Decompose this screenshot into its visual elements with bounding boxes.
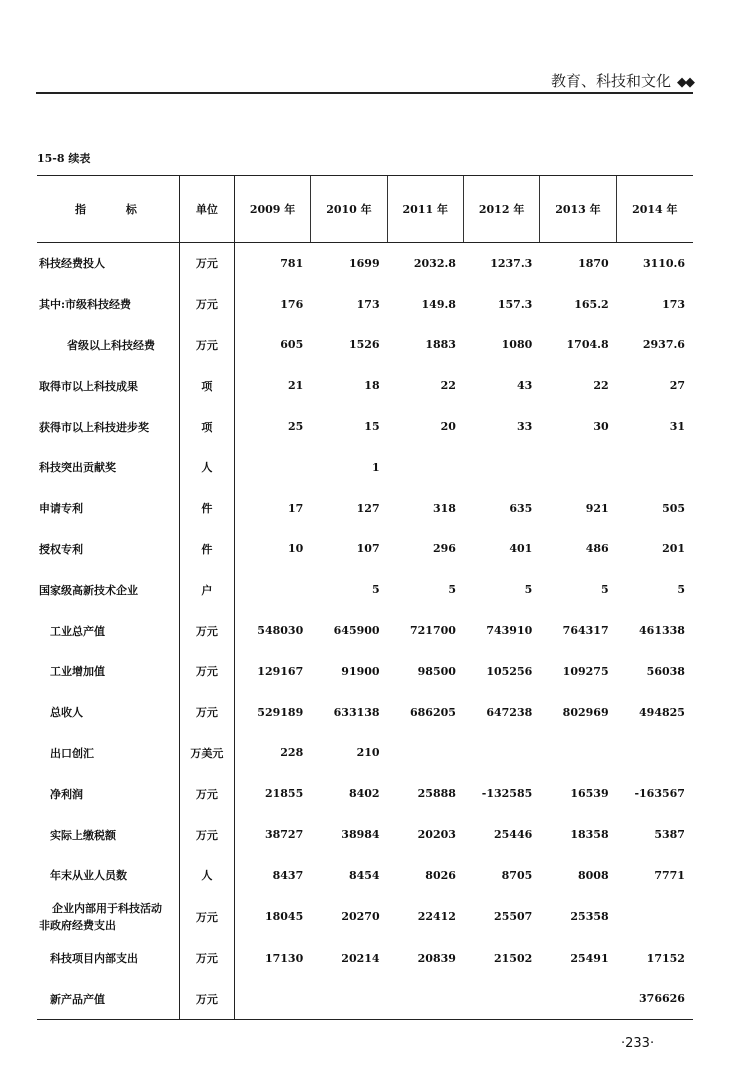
table-row bbox=[37, 325, 693, 366]
row-value: 1 bbox=[371, 460, 380, 474]
row-value: 22412 bbox=[417, 910, 456, 924]
table-row bbox=[37, 488, 693, 529]
row-value: 27 bbox=[669, 379, 686, 393]
row-value: 21502 bbox=[493, 951, 533, 965]
row-value: 107 bbox=[356, 542, 380, 556]
row-unit: 件 bbox=[179, 488, 235, 529]
row-value: 20270 bbox=[341, 910, 380, 924]
row-indicator: 科技项目内部支出 bbox=[50, 952, 138, 966]
table-header-row bbox=[37, 176, 693, 243]
row-indicator: 年末从业人员数 bbox=[50, 869, 127, 883]
row-unit: 万元 bbox=[179, 284, 235, 325]
row-value: 56038 bbox=[646, 664, 685, 678]
table-body bbox=[37, 243, 693, 1019]
row-value: -163567 bbox=[634, 787, 685, 801]
row-value bbox=[540, 979, 616, 1020]
row-unit: 万美元 bbox=[179, 733, 235, 774]
row-value: 3110.6 bbox=[642, 256, 686, 270]
row-value: 18358 bbox=[570, 828, 609, 842]
table-row bbox=[37, 896, 693, 938]
row-unit: 项 bbox=[179, 406, 235, 447]
row-indicator: 工业增加值 bbox=[50, 665, 105, 679]
row-value: 127 bbox=[356, 501, 380, 515]
row-value: 25358 bbox=[570, 910, 609, 924]
table-row bbox=[37, 651, 693, 692]
row-value bbox=[311, 979, 387, 1020]
row-value: 20 bbox=[440, 420, 456, 434]
row-indicator: 获得市以上科技进步奖 bbox=[39, 420, 149, 434]
row-value: 296 bbox=[433, 542, 456, 556]
row-indicator: 工业总产值 bbox=[50, 624, 105, 638]
row-value: 201 bbox=[662, 542, 686, 556]
row-unit: 件 bbox=[179, 529, 235, 570]
row-value: 318 bbox=[433, 501, 456, 515]
row-value bbox=[540, 447, 616, 488]
row-value: 105256 bbox=[486, 664, 533, 678]
diamond-ornament-icon: ◆◆ bbox=[677, 75, 693, 90]
row-indicator: 申请专利 bbox=[39, 502, 83, 516]
row-value: 1883 bbox=[425, 338, 456, 352]
row-value: -132585 bbox=[481, 787, 533, 801]
row-value: 802969 bbox=[562, 705, 609, 719]
row-value bbox=[388, 447, 464, 488]
row-value: 22 bbox=[440, 379, 456, 393]
row-unit: 户 bbox=[179, 569, 235, 610]
page-number: ·233· bbox=[621, 1036, 655, 1051]
row-value: 5 bbox=[524, 583, 533, 597]
table-row bbox=[37, 610, 693, 651]
row-value: 721700 bbox=[409, 624, 456, 638]
row-value: 17130 bbox=[264, 951, 304, 965]
column-header-year: 2013 年 bbox=[540, 176, 616, 242]
row-unit: 人 bbox=[179, 855, 235, 896]
row-unit: 万元 bbox=[179, 692, 235, 733]
row-value: 165.2 bbox=[574, 297, 609, 311]
row-value: 43 bbox=[517, 379, 533, 393]
table-row bbox=[37, 569, 693, 610]
row-value bbox=[235, 447, 311, 488]
row-value: 20203 bbox=[417, 828, 456, 842]
row-indicator: 其中:市级科技经费 bbox=[39, 298, 132, 312]
row-value: 33 bbox=[517, 420, 533, 434]
row-value: 505 bbox=[662, 501, 686, 515]
row-value: 461338 bbox=[639, 624, 685, 638]
column-header-unit: 单位 bbox=[179, 176, 235, 242]
row-value: 228 bbox=[280, 746, 304, 760]
row-value: 173 bbox=[662, 297, 686, 311]
row-value: 25888 bbox=[417, 787, 456, 801]
row-value: 5 bbox=[601, 583, 609, 597]
row-value bbox=[464, 447, 540, 488]
row-value: 10 bbox=[287, 542, 304, 556]
row-value: 2937.6 bbox=[642, 338, 685, 352]
column-header-year: 2010 年 bbox=[311, 176, 387, 242]
row-value bbox=[388, 979, 464, 1020]
row-value: 401 bbox=[509, 542, 533, 556]
row-value: 529189 bbox=[257, 705, 304, 719]
row-value: 635 bbox=[509, 501, 533, 515]
row-value: 22 bbox=[593, 379, 609, 393]
table-row bbox=[37, 529, 693, 570]
statistics-table bbox=[37, 175, 693, 1020]
column-header-indicator: 指 标 bbox=[75, 203, 155, 216]
row-value: 1704.8 bbox=[566, 338, 609, 352]
row-value: 8705 bbox=[501, 868, 533, 882]
row-value: 173 bbox=[356, 297, 380, 311]
row-indicator: 授权专利 bbox=[39, 542, 83, 556]
row-value bbox=[617, 447, 693, 488]
row-unit: 万元 bbox=[179, 814, 235, 855]
row-value: 109275 bbox=[562, 664, 609, 678]
row-value: 921 bbox=[585, 501, 609, 515]
row-unit: 万元 bbox=[179, 325, 235, 366]
running-head bbox=[0, 70, 693, 91]
table-row bbox=[37, 855, 693, 896]
row-value bbox=[235, 979, 311, 1020]
row-value: 20839 bbox=[417, 951, 456, 965]
table-row bbox=[37, 979, 693, 1020]
row-indicator: 出口创汇 bbox=[50, 746, 94, 760]
row-value: 743910 bbox=[486, 624, 533, 638]
table-caption: 15-8 续表 bbox=[37, 152, 91, 165]
row-unit: 万元 bbox=[179, 243, 235, 284]
row-value: 8026 bbox=[425, 868, 456, 882]
table-row bbox=[37, 243, 693, 284]
table-row bbox=[37, 733, 693, 774]
table-row bbox=[37, 406, 693, 447]
running-head-title: 教育、科技和文化 bbox=[550, 72, 671, 90]
row-value: 686205 bbox=[409, 705, 456, 719]
row-value bbox=[540, 733, 616, 774]
row-unit: 人 bbox=[179, 447, 235, 488]
row-value: 8402 bbox=[348, 787, 380, 801]
row-value bbox=[464, 733, 540, 774]
row-value: 25 bbox=[287, 420, 304, 434]
row-unit: 万元 bbox=[179, 938, 235, 979]
table-row bbox=[37, 773, 693, 814]
row-value: 5 bbox=[448, 583, 456, 597]
row-value: 25446 bbox=[493, 828, 533, 842]
table-row bbox=[37, 365, 693, 406]
row-value: 31 bbox=[669, 420, 686, 434]
row-value: 1080 bbox=[501, 338, 533, 352]
row-value: 30 bbox=[593, 420, 609, 434]
row-indicator-line2: 非政府经费支出 bbox=[39, 918, 116, 932]
row-indicator-line1: 企业内部用于科技活动 bbox=[52, 901, 162, 915]
row-indicator: 科技突出贡献奖 bbox=[39, 461, 116, 475]
row-value: 149.8 bbox=[421, 297, 456, 311]
row-value: 1237.3 bbox=[490, 256, 533, 270]
row-value: 605 bbox=[280, 338, 304, 352]
row-unit: 万元 bbox=[179, 979, 235, 1020]
column-header-year: 2014 年 bbox=[632, 203, 678, 216]
row-indicator: 新产品产值 bbox=[50, 992, 105, 1006]
row-value: 5387 bbox=[654, 828, 685, 842]
row-value: 645900 bbox=[333, 624, 380, 638]
row-value: 17152 bbox=[646, 951, 685, 965]
column-header-year: 2012 年 bbox=[464, 176, 540, 242]
table-row bbox=[37, 814, 693, 855]
row-value: 764317 bbox=[562, 624, 609, 638]
row-value: 8437 bbox=[272, 868, 304, 882]
row-value: 18 bbox=[364, 379, 380, 393]
row-value: 1526 bbox=[348, 338, 380, 352]
row-value: 91900 bbox=[341, 664, 380, 678]
row-value: 25507 bbox=[494, 910, 533, 924]
row-value: 157.3 bbox=[497, 297, 533, 311]
row-value: 5 bbox=[677, 583, 686, 597]
table-row bbox=[37, 447, 693, 488]
row-value: 16539 bbox=[570, 787, 609, 801]
table-row bbox=[37, 692, 693, 733]
row-value: 21855 bbox=[264, 787, 304, 801]
row-value: 129167 bbox=[257, 664, 304, 678]
row-value: 7771 bbox=[654, 868, 685, 882]
row-indicator bbox=[37, 896, 179, 938]
table-row bbox=[37, 284, 693, 325]
header-rule bbox=[36, 92, 693, 94]
row-unit: 万元 bbox=[179, 773, 235, 814]
row-indicator: 实际上缴税额 bbox=[50, 828, 116, 842]
row-unit: 万元 bbox=[179, 610, 235, 651]
row-value: 2032.8 bbox=[413, 256, 456, 270]
row-value bbox=[617, 896, 693, 938]
row-value: 548030 bbox=[257, 624, 304, 638]
row-value bbox=[235, 569, 311, 610]
row-value bbox=[388, 733, 464, 774]
table-row bbox=[37, 938, 693, 979]
row-indicator: 取得市以上科技成果 bbox=[39, 379, 138, 393]
row-value: 781 bbox=[280, 256, 304, 270]
row-value: 18045 bbox=[264, 910, 304, 924]
row-value: 8008 bbox=[577, 868, 609, 882]
row-value bbox=[464, 979, 540, 1020]
row-unit: 万元 bbox=[179, 896, 235, 938]
row-unit: 项 bbox=[179, 365, 235, 406]
row-value: 15 bbox=[364, 420, 380, 434]
row-value: 647238 bbox=[486, 705, 533, 719]
row-indicator: 总收人 bbox=[50, 706, 83, 720]
row-unit: 万元 bbox=[179, 651, 235, 692]
row-value: 38727 bbox=[264, 828, 304, 842]
row-value: 1870 bbox=[578, 256, 609, 270]
row-value: 25491 bbox=[570, 951, 609, 965]
row-value: 633138 bbox=[333, 705, 380, 719]
row-value: 21 bbox=[287, 379, 304, 393]
row-value: 98500 bbox=[417, 664, 456, 678]
row-value: 38984 bbox=[341, 828, 380, 842]
row-indicator: 国家级高新技术企业 bbox=[39, 583, 138, 597]
row-value: 17 bbox=[287, 501, 304, 515]
row-value: 376626 bbox=[639, 992, 685, 1006]
row-value: 494825 bbox=[639, 705, 685, 719]
row-value: 486 bbox=[585, 542, 609, 556]
row-value: 8454 bbox=[348, 868, 380, 882]
row-value: 1699 bbox=[348, 256, 380, 270]
row-value: 176 bbox=[280, 297, 304, 311]
row-value: 5 bbox=[371, 583, 380, 597]
column-header-year: 2011 年 bbox=[388, 176, 464, 242]
row-value: 210 bbox=[356, 746, 380, 760]
row-indicator: 科技经费投人 bbox=[39, 257, 105, 271]
row-indicator: 省级以上科技经费 bbox=[67, 338, 155, 352]
row-value: 20214 bbox=[341, 951, 380, 965]
column-header-year: 2009 年 bbox=[235, 176, 311, 242]
row-value bbox=[617, 733, 693, 774]
row-indicator: 净利润 bbox=[50, 787, 83, 801]
